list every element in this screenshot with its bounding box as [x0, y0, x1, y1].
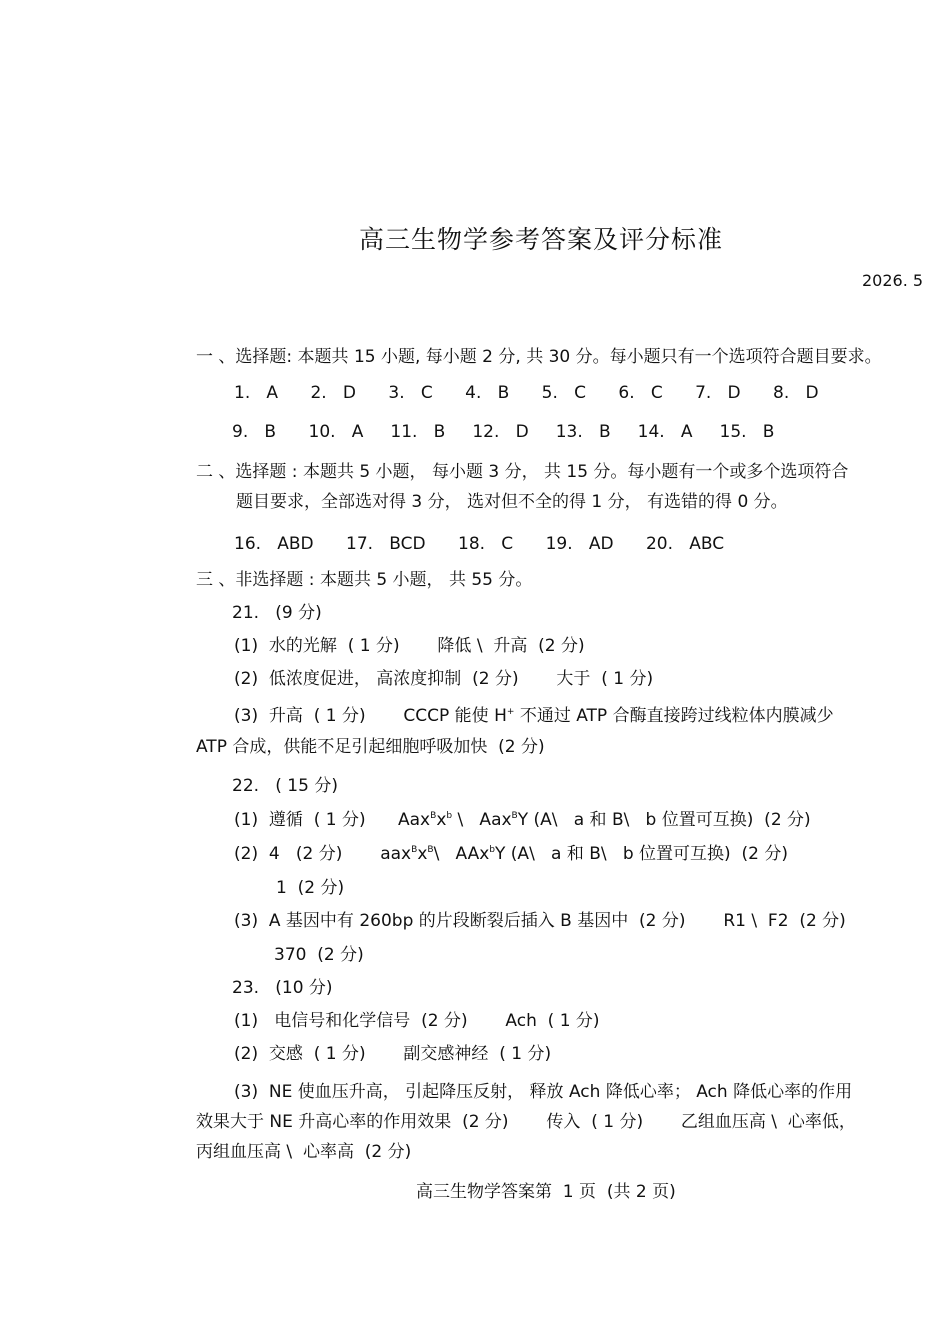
q21-a3-part1: (3) 升高 ( 1 分) CCCP 能使 H: [234, 706, 507, 726]
section1-answers-row2: 9. B 10. A 11. B 12. D 13. B 14. A 15. B: [232, 422, 775, 442]
q21-answer-3: [234, 705, 834, 727]
q23-answer-3-line2: 效果大于 NE 升高心率的作用效果 (2 分) 传入 ( 1 分) 乙组血压高 \ 心率低，: [196, 1112, 856, 1132]
q22-a1-p4: Y (A\ a 和 B\ b 位置可互换) (2 分): [517, 810, 811, 830]
q22-answer-3: (3) A 基因中有 260bp 的片段断裂后插入 B 基因中 (2 分) R1 \ F2 (2 分): [234, 911, 846, 931]
q22-heading: 22. ( 15 分): [232, 776, 338, 796]
q22-answer-2: [234, 843, 788, 865]
page-title: 高三生物学参考答案及评分标准: [359, 225, 724, 254]
q22-a1-s2: b: [446, 811, 453, 821]
q22-a2-p1: (2) 4 (2 分) aax: [234, 844, 412, 864]
date: 2026. 5: [862, 271, 924, 290]
section3-heading: 三 、非选择题 : 本题共 5 小题， 共 55 分。: [196, 570, 533, 590]
q22-answer-2-line2: 1 (2 分): [276, 878, 345, 898]
q22-a2-s1: B: [411, 845, 418, 855]
section2-heading-line2: 题目要求，全部选对得 3 分， 选对但不全的得 1 分， 有选错的得 0 分。: [236, 492, 788, 512]
q22-a1-s1: B: [430, 811, 437, 821]
section2-answers: 16. ABD 17. BCD 18. C 19. AD 20. ABC: [234, 534, 725, 554]
q23-answer-3-line1: (3) NE 使血压升高， 引起降压反射， 释放 Ach 降低心率； Ach 降低心率的作用: [234, 1082, 853, 1102]
q21-heading: 21. (9 分): [232, 603, 322, 623]
section2-heading-line1: 二 、选择题 : 本题共 5 小题， 每小题 3 分， 共 15 分。每小题有一个或多个选项符合: [196, 462, 849, 482]
q23-heading: 23. (10 分): [232, 978, 333, 998]
q21-answer-2: (2) 低浓度促进， 高浓度抑制 (2 分) 大于 ( 1 分): [234, 669, 654, 689]
q21-a3-sup: +: [506, 707, 515, 717]
q22-a2-p2: x: [417, 844, 428, 864]
page-footer: 高三生物学答案第 1 页 (共 2 页): [416, 1182, 676, 1202]
q22-answer-3-line2: 370 (2 分): [274, 945, 364, 965]
q22-answer-1: [234, 809, 811, 831]
section1-heading: 一 、选择题: 本题共 15 小题, 每小题 2 分, 共 30 分。每小题只有一个选项符合题目要求。: [196, 347, 882, 367]
q22-a1-p3: \ Aax: [452, 810, 512, 830]
q23-answer-3-line3: 丙组血压高 \ 心率高 (2 分): [196, 1142, 412, 1162]
q21-answer-3-line2: ATP 合成，供能不足引起细胞呼吸加快 (2 分): [196, 737, 545, 757]
q22-a2-p3: \ AAx: [433, 844, 490, 864]
q21-a3-part2: 不通过 ATP 合酶直接跨过线粒体内膜减少: [514, 706, 834, 726]
q23-answer-2: (2) 交感 ( 1 分) 副交感神经 ( 1 分): [234, 1044, 552, 1064]
q22-a2-s3: b: [489, 845, 496, 855]
q21-answer-1: (1) 水的光解 ( 1 分) 降低 \ 升高 (2 分): [234, 636, 585, 656]
q22-a1-s3: B: [511, 811, 518, 821]
q22-a2-p4: Y (A\ a 和 B\ b 位置可互换) (2 分): [495, 844, 788, 864]
q22-a1-p2: x: [436, 810, 447, 830]
q23-answer-1: (1) 电信号和化学信号 (2 分) Ach ( 1 分): [234, 1011, 600, 1031]
q22-a1-p1: (1) 遵循 ( 1 分) Aax: [234, 810, 431, 830]
q22-a2-s2: B: [427, 845, 434, 855]
section1-answers-row1: 1. A 2. D 3. C 4. B 5. C 6. C 7. D 8. D: [234, 383, 819, 403]
